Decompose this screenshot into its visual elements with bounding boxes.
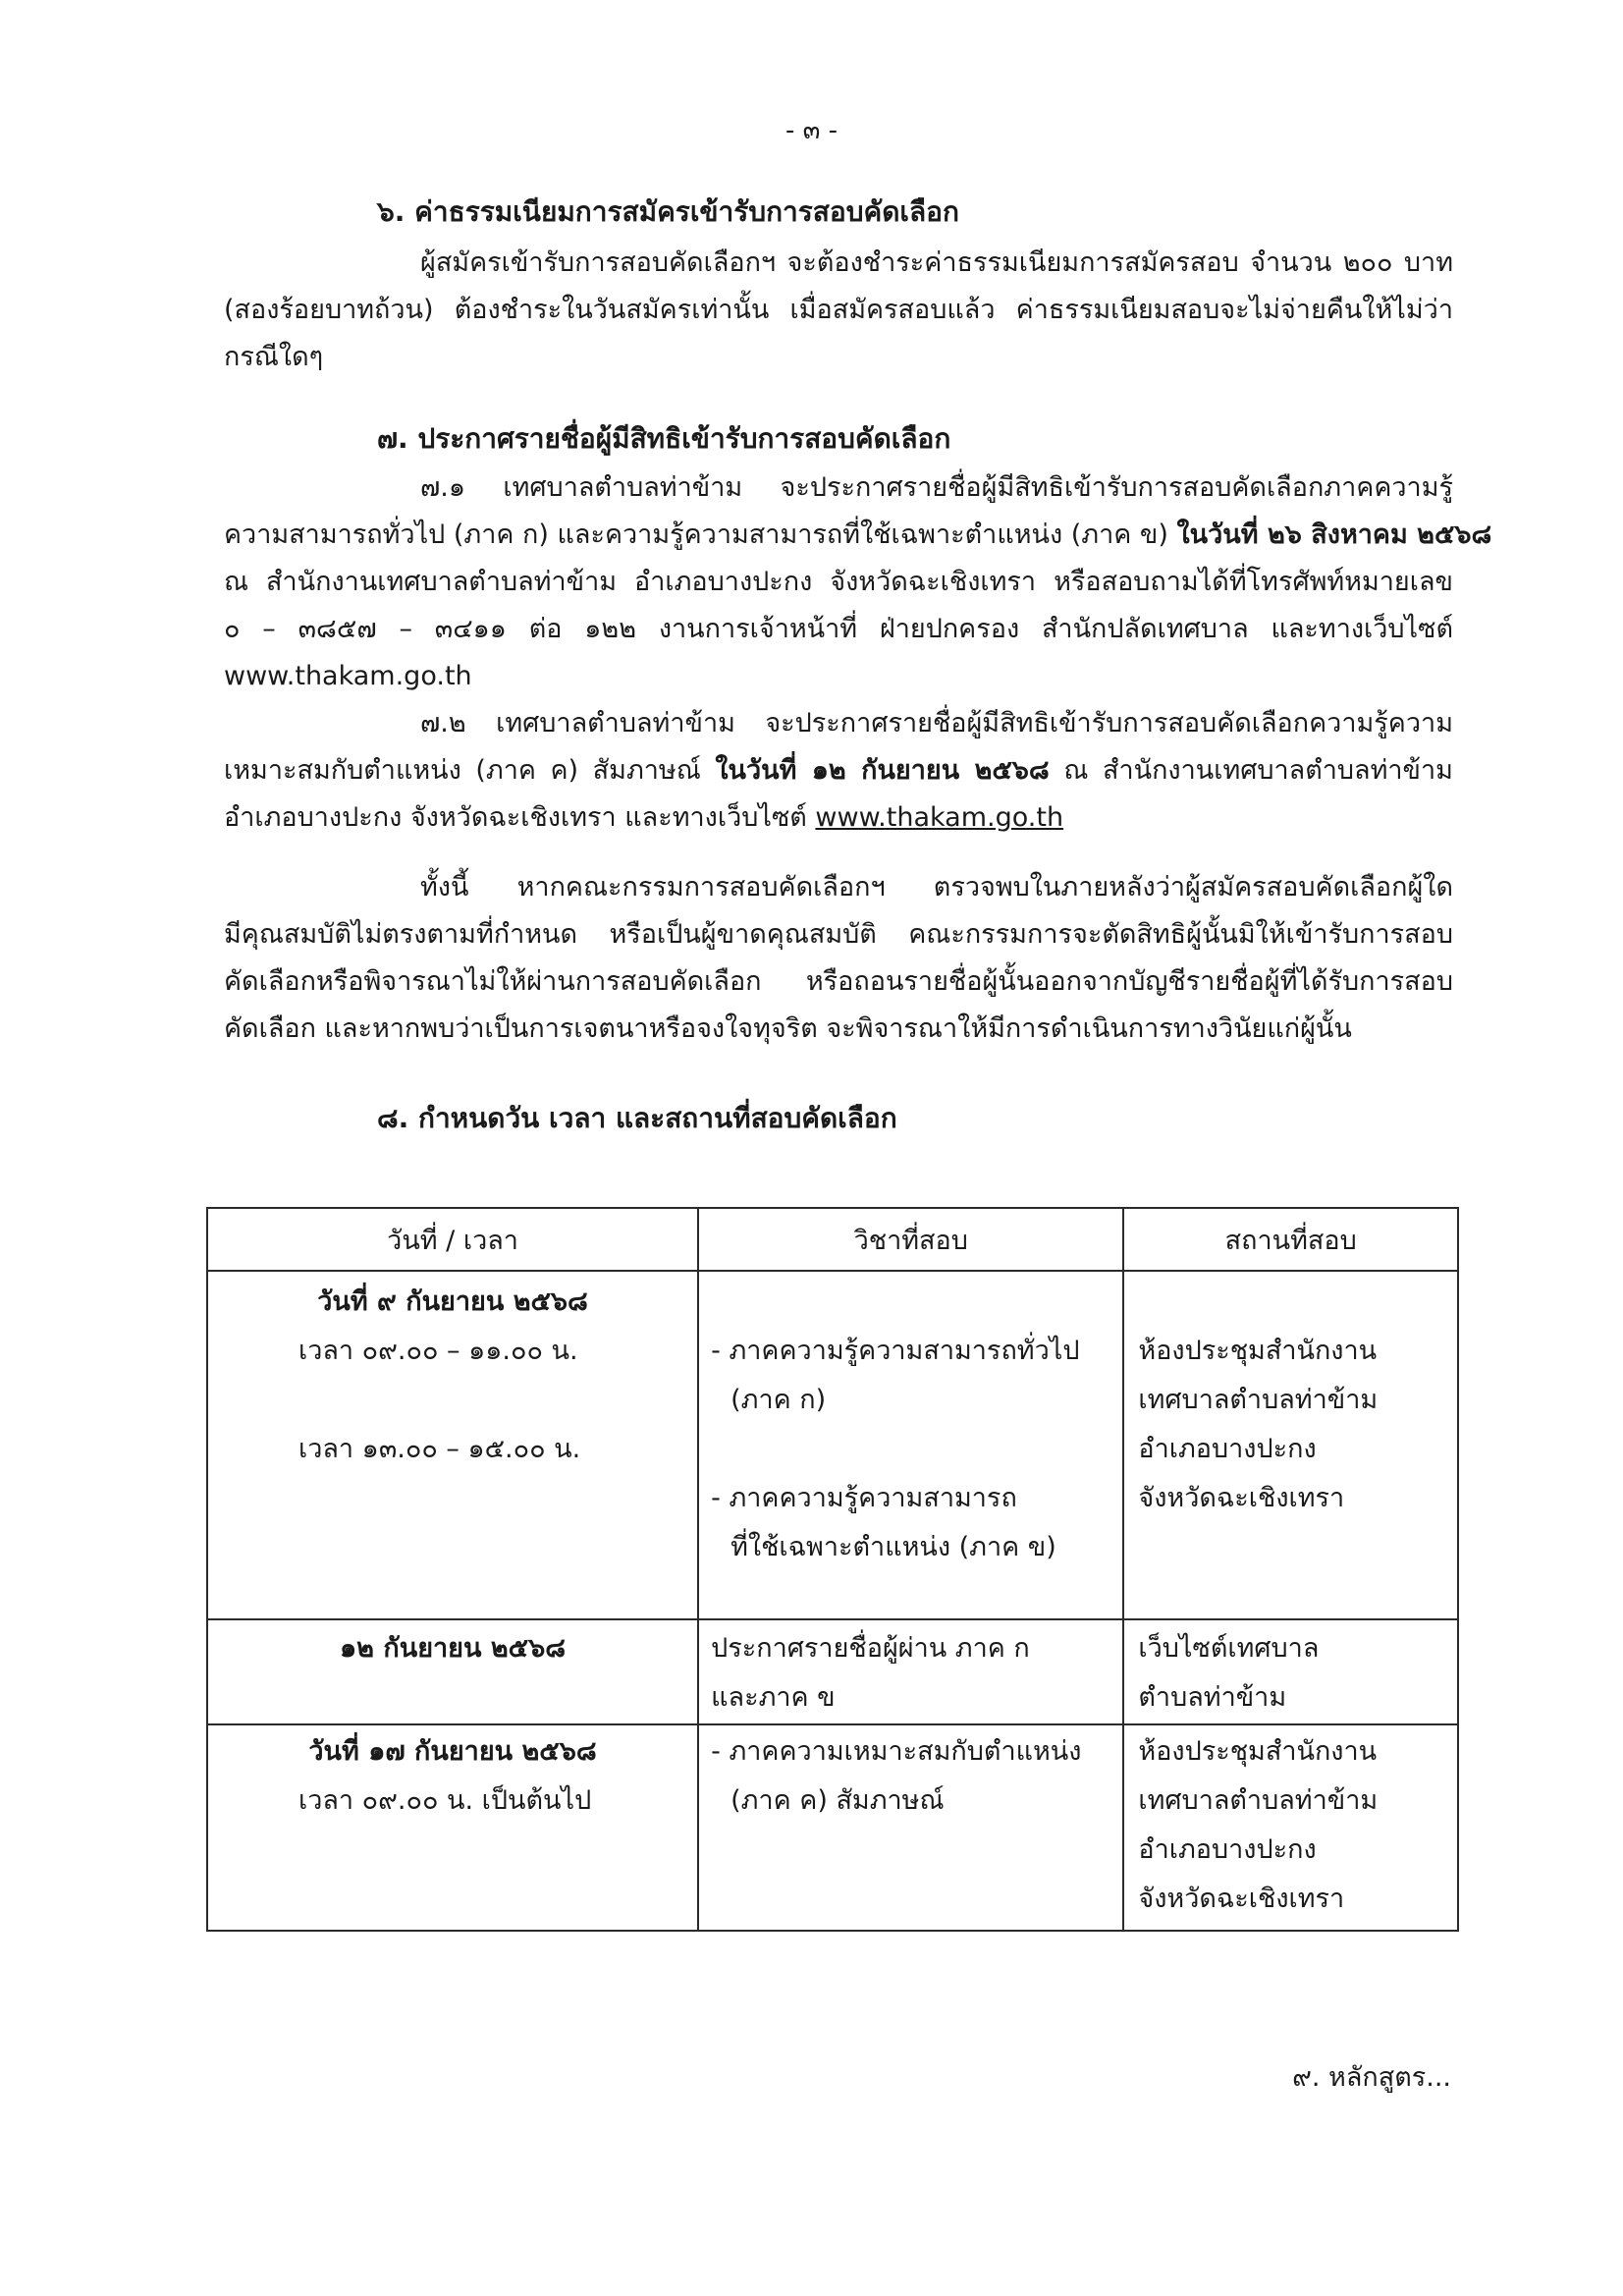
row1-subject-2a: - ภาคความรู้ความสามารถ [711, 1483, 1017, 1513]
header-date-time: วันที่ / เวลา [207, 1208, 698, 1271]
row2-date-cell [207, 1619, 698, 1724]
spacer [699, 1425, 1122, 1474]
exam-schedule-table [206, 1207, 1459, 1932]
header-subject: วิชาที่สอบ [698, 1208, 1123, 1271]
row2-venue-cell [1123, 1619, 1458, 1724]
row2-subject-line: ประกาศรายชื่อผู้ผ่าน ภาค ก [711, 1633, 1030, 1664]
row3-date: วันที่ ๑๗ กันยายน ๒๕๖๘ [308, 1736, 597, 1767]
row2-subject-cell [698, 1619, 1123, 1724]
next-page-catchword: ๙. หลักสูตร... [1292, 2062, 1451, 2093]
table-header-row [207, 1208, 1458, 1271]
row1-time-1: เวลา ๐๙.๐๐ – ๑๑.๐๐ น. [298, 1336, 578, 1366]
row2-venue-line: เว็บไซต์เทศบาล [1138, 1633, 1320, 1664]
table-row [207, 1619, 1458, 1724]
note-line-4: คัดเลือก และหากพบว่าเป็นการเจตนาหรือจงใจทุจริต จะพิจารณาให้มีการดำเนินการทางวินัยแก่ผู้นั้น [224, 1013, 1352, 1044]
section-7-2-date: ในวันที่ ๑๒ กันยายน ๒๕๖๘ [715, 755, 1050, 786]
section-7-1-line-2 [224, 512, 1492, 559]
section-7-2-line-3 [224, 794, 1063, 842]
section-8-heading: ๘. กำหนดวัน เวลา และสถานที่สอบคัดเลือก [377, 1102, 897, 1134]
section-7-2-line-2-text: เหมาะสมกับตำแหน่ง (ภาค ค) สัมภาษณ์ [224, 755, 716, 786]
row1-venue-line: อำเภอบางปะกง [1138, 1434, 1317, 1464]
row2-venue-line: ตำบลท่าข้าม [1138, 1682, 1287, 1713]
table-row [207, 1271, 1458, 1619]
row1-venue-line: ห้องประชุมสำนักงาน [1138, 1336, 1378, 1366]
row2-subject-line: และภาค ข [711, 1682, 836, 1713]
row3-venue-cell [1123, 1724, 1458, 1931]
row2-date: ๑๒ กันยายน ๒๕๖๘ [340, 1633, 567, 1664]
table-row [207, 1724, 1458, 1931]
section-6-heading: ๖. ค่าธรรมเนียมการสมัครเข้ารับการสอบคัดเลือก [377, 195, 959, 228]
row3-venue-line: เทศบาลตำบลท่าข้าม [1138, 1785, 1379, 1816]
note-line-3: คัดเลือกหรือพิจารณาไม่ให้ผ่านการสอบคัดเลือก หรือถอนรายชื่อผู้นั้นออกจากบัญชีรายชื่อผู้ที่ได้รับการสอบ [224, 966, 1453, 997]
section-7-1-line-3: ณ สำนักงานเทศบาลตำบลท่าข้าม อำเภอบางปะกง จังหวัดฉะเชิงเทรา หรือสอบถามได้ที่โทรศัพท์หมายเลข [224, 567, 1453, 597]
section-7-2-line-2 [224, 747, 1453, 794]
section-7-1-line-4: ๐ – ๓๘๕๗ – ๓๔๑๑ ต่อ ๑๒๒ งานการเจ้าหน้าที่ ฝ่ายปกครอง สำนักปลัดเทศบาล และทางเว็บไซต์ [224, 614, 1453, 644]
section-7-1-line-1: ๗.๑ เทศบาลตำบลท่าข้าม จะประกาศรายชื่อผู้มีสิทธิเข้ารับการสอบคัดเลือกภาคความรู้ [420, 472, 1453, 503]
row3-subject-a: - ภาคความเหมาะสมกับตำแหน่ง [711, 1736, 1082, 1767]
section-7-2-line-3-text: อำเภอบางปะกง จังหวัดฉะเชิงเทรา และทางเว็บไซต์ [224, 802, 816, 833]
note-line-2: มีคุณสมบัติไม่ตรงตามที่กำหนด หรือเป็นผู้ขาดคุณสมบัติ คณะกรรมการจะตัดสิทธิผู้นั้นมิให้เข้ารับการสอบ [224, 919, 1453, 950]
section-7-1-date: ในวันที่ ๒๖ สิงหาคม ๒๕๖๘ [1176, 519, 1492, 550]
row1-venue-cell [1123, 1271, 1458, 1619]
section-6-line-3: กรณีใดๆ [224, 342, 324, 372]
row1-date: วันที่ ๙ กันยายน ๒๕๖๘ [317, 1286, 588, 1317]
row3-subject-b: (ภาค ค) สัมภาษณ์ [730, 1785, 945, 1816]
row1-subject-cell [698, 1271, 1123, 1619]
row1-subject-1b: (ภาค ก) [730, 1385, 827, 1415]
section-6-line-1: ผู้สมัครเข้ารับการสอบคัดเลือกฯ จะต้องชำระค่าธรรมเนียมการสมัครสอบ จำนวน ๒๐๐ บาท [420, 247, 1453, 278]
row3-venue-line: จังหวัดฉะเชิงเทรา [1138, 1884, 1345, 1914]
header-venue: สถานที่สอบ [1123, 1208, 1458, 1271]
row3-time: เวลา ๐๙.๐๐ น. เป็นต้นไป [298, 1785, 592, 1816]
row3-venue-line: อำเภอบางปะกง [1138, 1834, 1317, 1865]
row1-venue-line: จังหวัดฉะเชิงเทรา [1138, 1483, 1345, 1513]
row3-subject-cell [698, 1724, 1123, 1931]
row1-date-cell [207, 1271, 698, 1619]
row1-venue-line: เทศบาลตำบลท่าข้าม [1138, 1385, 1379, 1415]
row1-subject-1a: - ภาคความรู้ความสามารถทั่วไป [711, 1336, 1080, 1366]
website-link[interactable]: www.thakam.go.th [815, 802, 1064, 833]
row1-subject-2b: ที่ใช้เฉพาะตำแหน่ง (ภาค ข) [730, 1532, 1056, 1562]
section-6-line-2: (สองร้อยบาทถ้วน) ต้องชำระในวันสมัครเท่านั้น เมื่อสมัครสอบแล้ว ค่าธรรมเนียมสอบจะไม่จ่ายคืนให้ไม่ว่า [224, 295, 1453, 325]
page-number: - ๓ - [784, 116, 839, 145]
section-7-2-line-2-tail: ณ สำนักงานเทศบาลตำบลท่าข้าม [1049, 755, 1453, 786]
section-7-1-line-2-text: ความสามารถทั่วไป (ภาค ก) และความรู้ความสามารถที่ใช้เฉพาะตำแหน่ง (ภาค ข) [224, 519, 1177, 550]
row3-venue-line: ห้องประชุมสำนักงาน [1138, 1736, 1378, 1767]
section-7-heading: ๗. ประกาศรายชื่อผู้มีสิทธิเข้ารับการสอบคัดเลือก [377, 422, 951, 455]
row3-date-cell [207, 1724, 698, 1931]
section-7-1-website: www.thakam.go.th [224, 661, 472, 691]
note-line-1: ทั้งนี้ หากคณะกรรมการสอบคัดเลือกฯ ตรวจพบในภายหลังว่าผู้สมัครสอบคัดเลือกผู้ใด [420, 872, 1453, 902]
row1-time-2: เวลา ๑๓.๐๐ – ๑๕.๐๐ น. [298, 1434, 581, 1464]
spacer [208, 1376, 697, 1425]
section-7-2-line-1: ๗.๒ เทศบาลตำบลท่าข้าม จะประกาศรายชื่อผู้มีสิทธิเข้ารับการสอบคัดเลือกความรู้ความ [420, 708, 1453, 738]
